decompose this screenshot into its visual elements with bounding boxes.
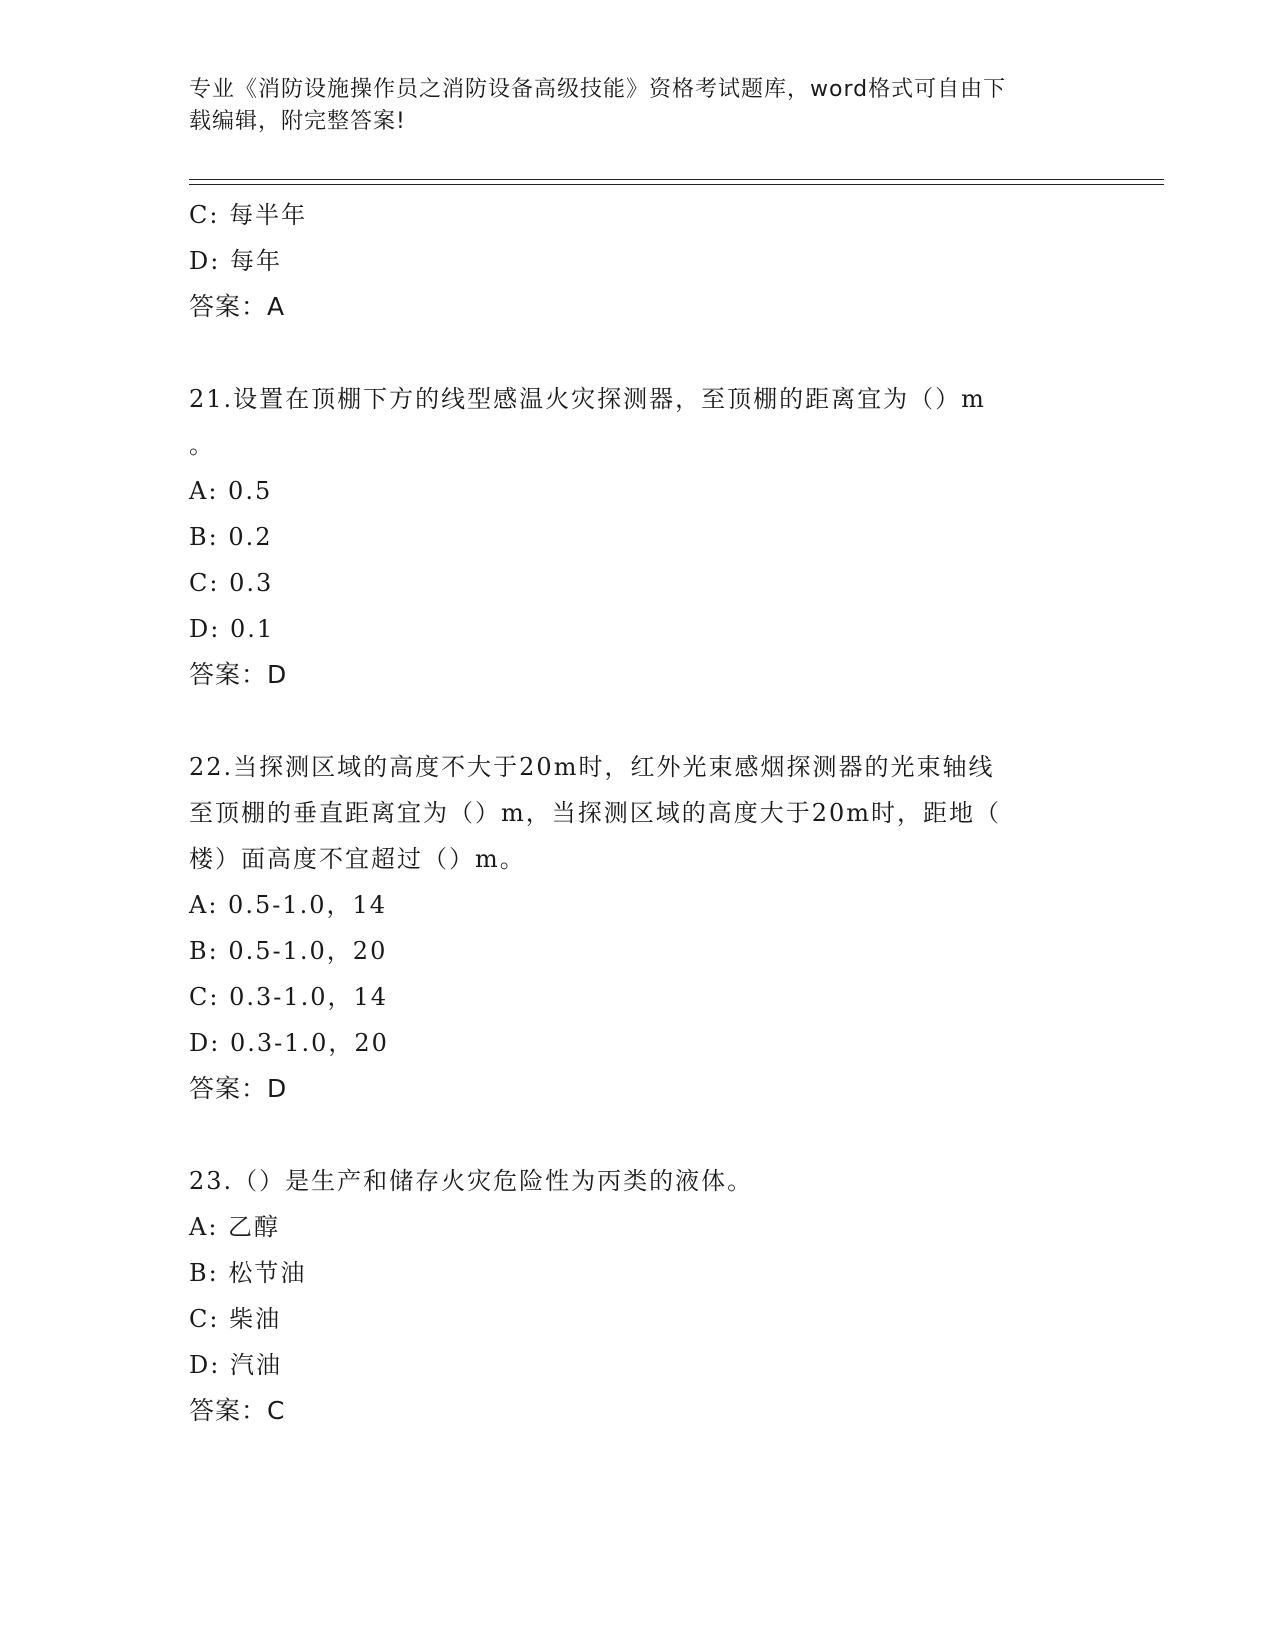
spacer <box>189 330 1089 376</box>
option-c: C: 0.3-1.0，14 <box>189 983 389 1011</box>
question-list <box>189 192 1089 1434</box>
option-a: A: 乙醇 <box>189 1213 281 1241</box>
answer-line: 答案：D <box>189 1074 288 1103</box>
answer-line: 答案：D <box>189 660 288 689</box>
question-22 <box>189 744 1089 1112</box>
option-c: C: 每半年 <box>189 201 308 229</box>
header-line-1: 专业《消防设施操作员之消防设备高级技能》资格考试题库，word格式可自由下 <box>189 77 1007 102</box>
document-header <box>189 74 1089 138</box>
header-line-2: 载编辑，附完整答案! <box>189 109 406 134</box>
header-divider-top <box>189 179 1164 180</box>
option-d: D: 汽油 <box>189 1351 282 1379</box>
option-c: C: 0.3 <box>189 569 274 597</box>
answer-line: 答案：C <box>189 1396 286 1425</box>
option-b: B: 0.2 <box>189 523 273 551</box>
header-divider-bottom <box>189 184 1164 185</box>
question-text-line: 。 <box>189 431 215 459</box>
spacer <box>189 1112 1089 1158</box>
question-23 <box>189 1158 1089 1434</box>
option-a: A: 0.5-1.0，14 <box>189 891 388 919</box>
question-text-line: 至顶棚的垂直距离宜为（）m，当探测区域的高度大于20m时，距地（ <box>189 799 1002 827</box>
question-text-line: 21.设置在顶棚下方的线型感温火灾探测器，至顶棚的距离宜为（）m <box>189 385 986 413</box>
option-b: B: 松节油 <box>189 1259 307 1287</box>
answer-line: 答案：A <box>189 292 286 321</box>
question-text-line: 22.当探测区域的高度不大于20m时，红外光束感烟探测器的光束轴线 <box>189 753 995 781</box>
previous-question-tail <box>189 192 1089 330</box>
question-21 <box>189 376 1089 698</box>
option-c: C: 柴油 <box>189 1305 282 1333</box>
option-a: A: 0.5 <box>189 477 273 505</box>
question-text-line: 楼）面高度不宜超过（）m。 <box>189 845 526 873</box>
option-d: D: 0.3-1.0，20 <box>189 1029 389 1057</box>
option-d: D: 0.1 <box>189 615 275 643</box>
option-d: D: 每年 <box>189 247 282 275</box>
question-text-line: 23.（）是生产和储存火灾危险性为丙类的液体。 <box>189 1167 754 1195</box>
spacer <box>189 698 1089 744</box>
option-b: B: 0.5-1.0，20 <box>189 937 388 965</box>
